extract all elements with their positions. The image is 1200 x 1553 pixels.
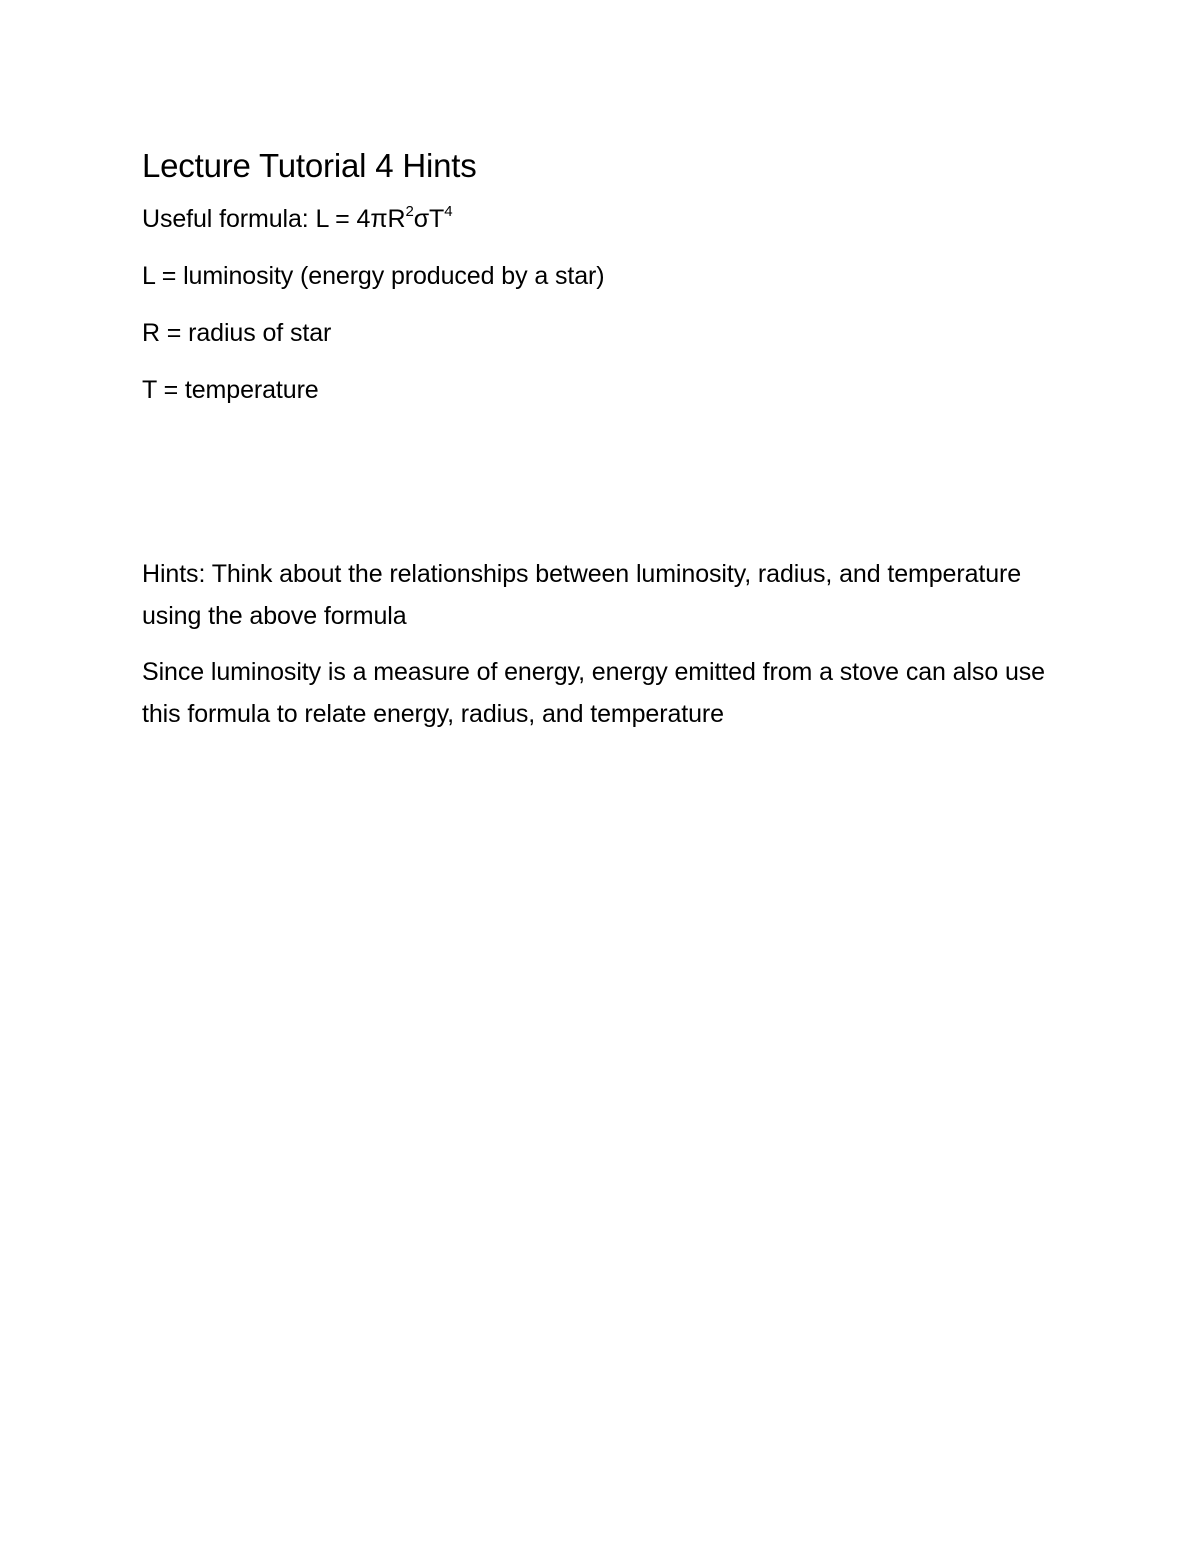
formula-line [142,203,1072,236]
formula-middle: σT [413,205,445,233]
definition-luminosity: L = luminosity (energy produced by a star) [142,262,605,290]
definition-temperature: T = temperature [142,376,319,404]
page-title: Lecture Tutorial 4 Hints [142,147,477,184]
formula-exponent-4: 4 [444,203,453,220]
definition-radius: R = radius of star [142,319,332,347]
formula-prefix: Useful formula: L = 4πR [142,205,406,233]
document-body [142,140,1072,735]
formula-exponent-2: 2 [405,203,414,220]
stove-paragraph: Since luminosity is a measure of energy, energy emitted from a stove can also use this formula to relate energy, radius, and temperature [142,658,1045,728]
hints-paragraph: Hints: Think about the relationships between luminosity, radius, and temperature using the above formula [142,560,1022,630]
